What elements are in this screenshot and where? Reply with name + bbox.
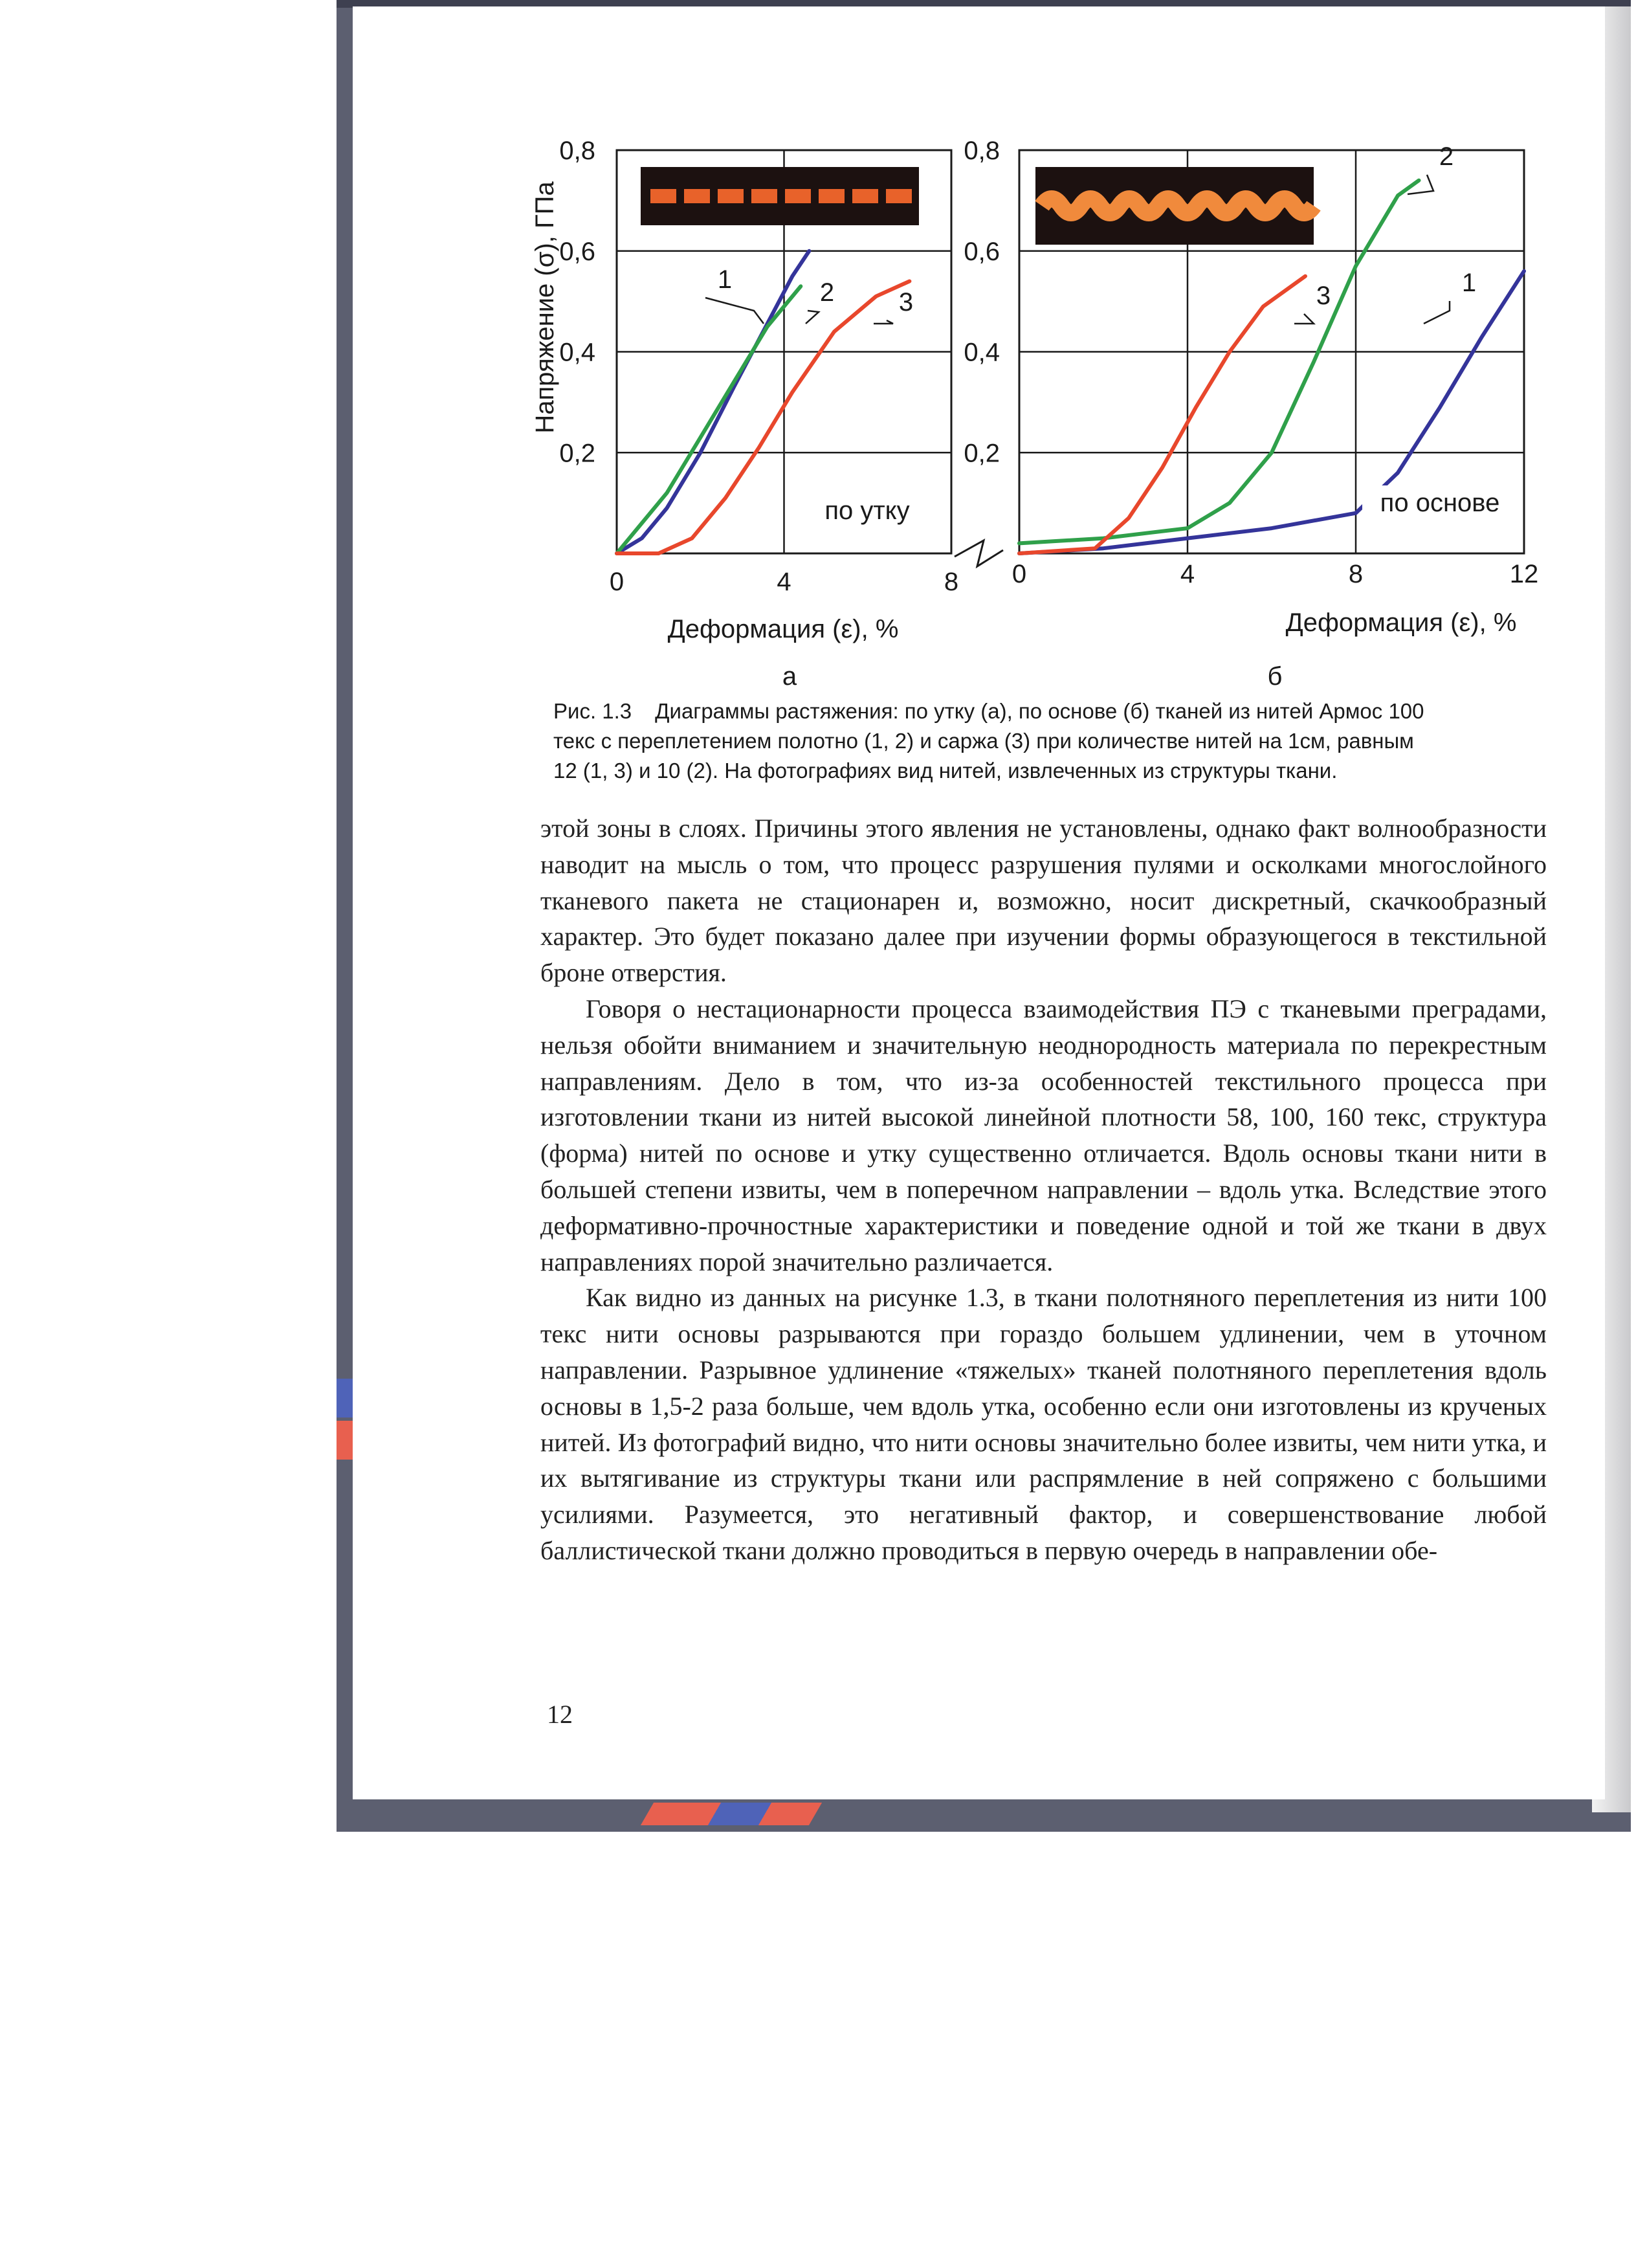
curve-label-leader	[1294, 314, 1314, 324]
y-tick-label: 0,2	[559, 439, 595, 468]
region-label: по основе	[1380, 489, 1500, 517]
curve-label-2: 2	[819, 278, 835, 307]
x-axis-label: Деформация (ε), %	[667, 615, 899, 643]
caption-number: Рис. 1.3	[553, 699, 632, 723]
caption-line-2: текс с переплетением полотно (1, 2) и саржа (3) при количестве нитей на 1см, равным	[553, 729, 1414, 753]
paragraph-2: Говоря о нестационарности процесса взаимодействия ПЭ с тканевыми преградами, нельзя обойти вниманием и значительную неоднородность материала по перекрестным направлениям. Дело в том, что из-за особенностей текстильного процесса при изготовлении ткани из нитей высокой линейной плотности 58, 100, 160 текс, структура (форма) нитей по основе и утку существенно отличается. Вдоль основы ткани нити в большей степени извиты, чем в поперечном направлении – вдоль утка. Вследствие этого деформативно-прочностные характеристики и поведение одной и той же ткани в двух направлениях порой значительно различается.	[540, 994, 1547, 1276]
panel-a-chart	[559, 137, 958, 691]
y-tick-label: 0,8	[964, 137, 1000, 165]
caption-line-1: Диаграммы растяжения: по утку (а), по основе (б) тканей из нитей Армос 100	[655, 699, 1424, 723]
y-tick-label: 0,6	[964, 237, 1000, 266]
y-tick-label: 0,4	[964, 338, 1000, 367]
curve-label-3: 3	[1316, 282, 1331, 310]
curve-label-leader	[705, 298, 764, 324]
region-label: по утку	[824, 496, 910, 525]
y-tick-label: 0,8	[559, 137, 595, 165]
body-text	[540, 810, 1547, 1569]
curve-label-leader	[874, 320, 893, 324]
curve-label-leader	[1424, 301, 1450, 324]
thread-photo-strand	[1042, 199, 1314, 213]
x-axis-label: Деформация (ε), %	[1285, 608, 1517, 637]
page-number: 12	[547, 1700, 573, 1729]
panel-b-chart	[964, 137, 1538, 691]
y-tick-label: 0,4	[559, 338, 595, 367]
stress-strain-figure	[0, 0, 1636, 699]
figure-caption	[553, 696, 1537, 786]
series-line-2	[617, 286, 801, 553]
x-tick-label: 8	[1348, 560, 1364, 588]
series-line-3	[1019, 276, 1305, 553]
y-tick-label: 0,6	[559, 237, 595, 266]
panel-letter: а	[782, 662, 797, 691]
y-tick-label: 0,2	[964, 439, 1000, 468]
x-tick-label: 8	[944, 568, 959, 596]
paragraph-1: этой зоны в слоях. Причины этого явления не установлены, однако факт волнообразности наводит на мысль о том, что процесс разрушения пулями и осколками многослойного тканевого пакета не стационарен и, возможно, носит дискретный, скачкообразный характер. Это будет показано далее при изучении формы образующегося в текстильной броне отверстия.	[540, 814, 1547, 988]
caption-line-3: 12 (1, 3) и 10 (2). На фотографиях вид нитей, извлеченных из структуры ткани.	[553, 759, 1338, 783]
x-tick-label: 4	[1180, 560, 1195, 588]
cover-stripe-bottom	[641, 1803, 822, 1825]
x-tick-label: 0	[1011, 560, 1027, 588]
curve-label-3: 3	[898, 288, 914, 317]
panel-letter: б	[1267, 662, 1283, 691]
axis-break-mark	[955, 540, 1003, 566]
curve-label-1: 1	[1461, 269, 1477, 297]
curve-label-1: 1	[717, 265, 733, 294]
series-line-1	[617, 251, 809, 553]
y-axis-label: Напряжение (σ), ГПа	[531, 181, 559, 434]
x-tick-label: 4	[777, 568, 791, 596]
x-tick-label: 0	[609, 568, 625, 596]
x-tick-label: 12	[1509, 560, 1539, 588]
paragraph-3: Как видно из данных на рисунке 1.3, в ткани полотняного переплетения из нити 100 текс нити основы разрываются при гораздо большем удлинении, чем в уточном направлении. Разрывное удлинение «тяжелых» тканей полотняного переплетения вдоль основы в 1,5-2 раза больше, чем вдоль утка, особенно если они изготовлены из крученых нитей. Из фотографий видно, что нити основы значительно более извиты, чем нити утка, и их вытягивание из структуры ткани или распрямление в ней сопряжено с большими усилиями. Разумеется, это негативный фактор, и совершенствование любой баллистической ткани должно проводиться в первую очередь в направлении обе-	[540, 1283, 1547, 1565]
curve-label-2: 2	[1439, 142, 1454, 171]
curve-label-leader	[806, 311, 819, 324]
